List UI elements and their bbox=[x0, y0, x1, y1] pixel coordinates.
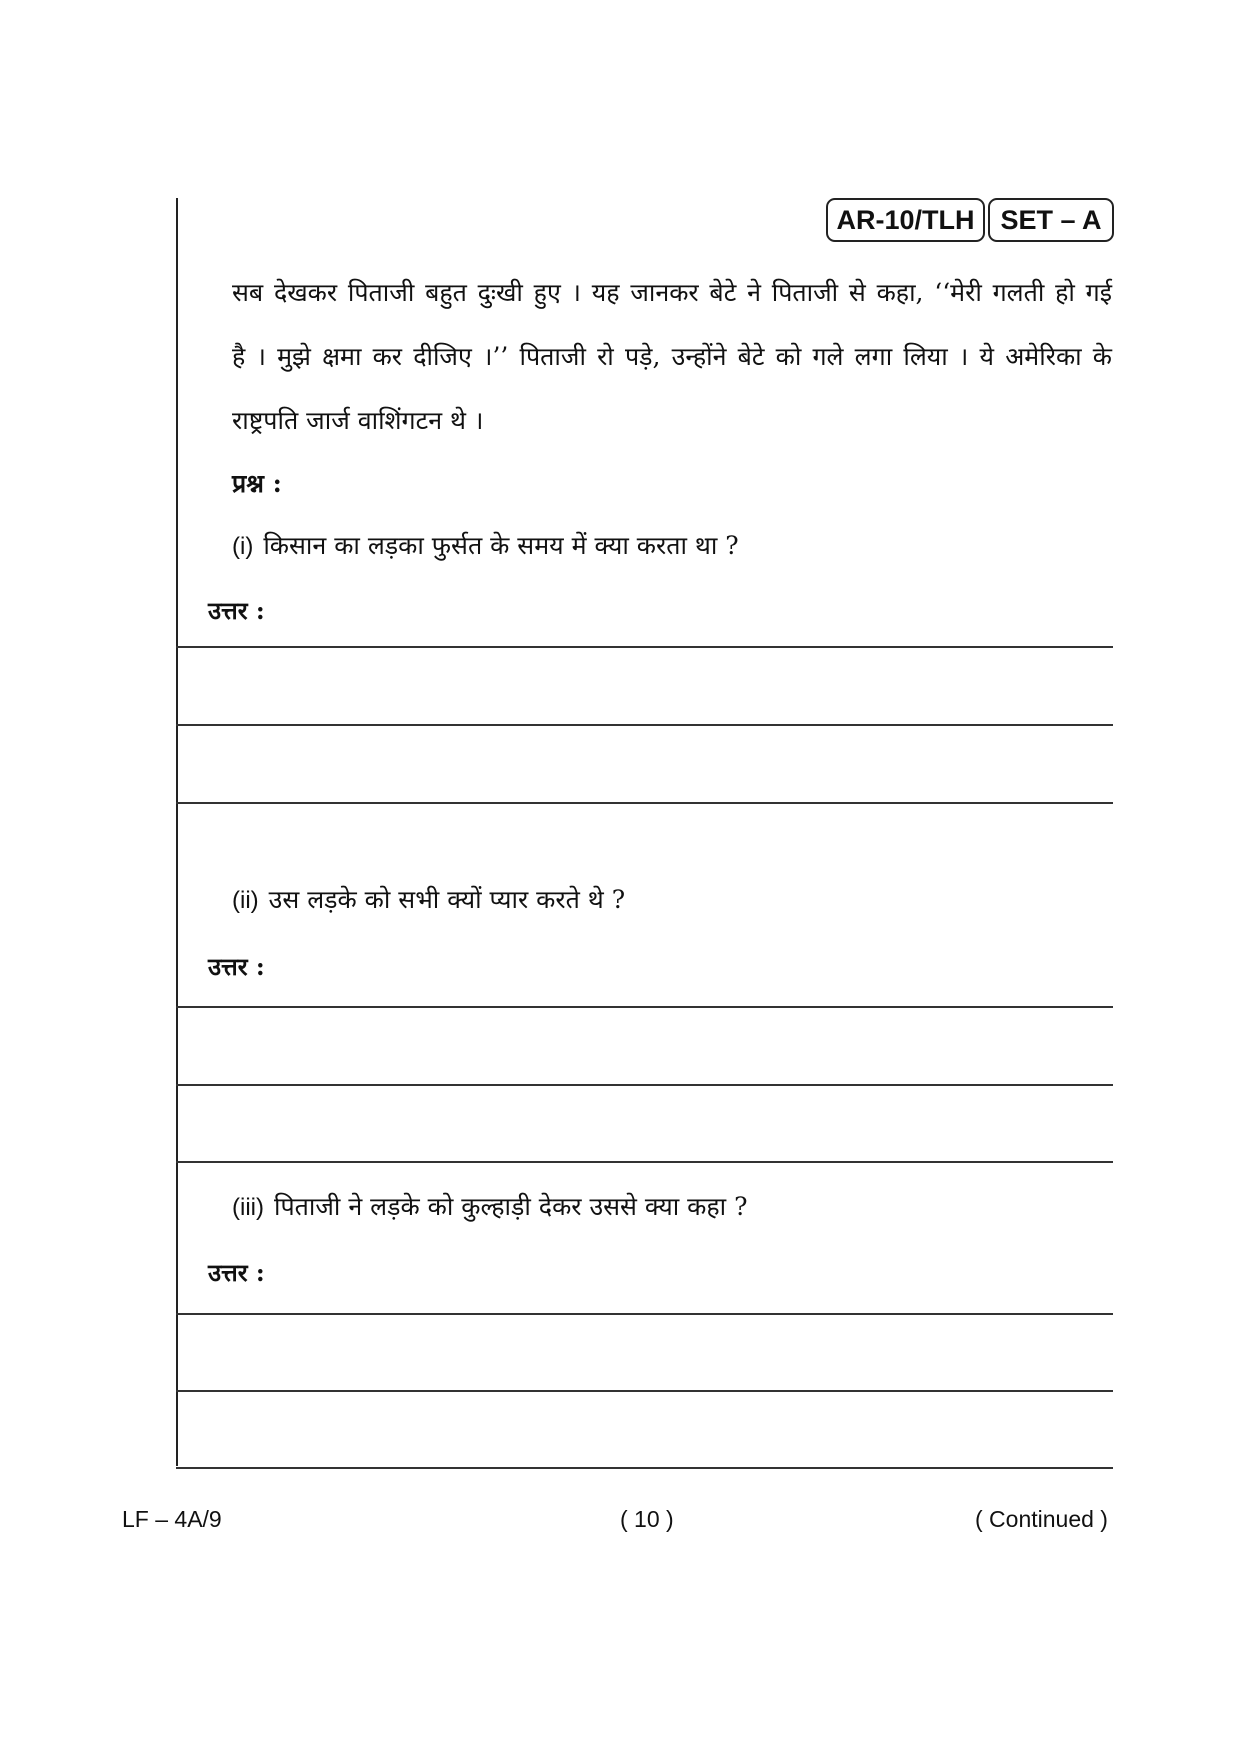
questions-heading: प्रश्न : bbox=[232, 469, 282, 498]
footer-page-number: ( 10 ) bbox=[620, 1506, 674, 1532]
answer-3-line-2[interactable] bbox=[176, 1390, 1113, 1392]
answer-2-line-1[interactable] bbox=[176, 1006, 1113, 1008]
margin-line bbox=[176, 198, 178, 1466]
answer-2-line-3[interactable] bbox=[176, 1161, 1113, 1163]
question-3-text: पिताजी ने लड़के को कुल्हाड़ी देकर उससे क्या कहा ? bbox=[273, 1192, 748, 1221]
question-1 bbox=[232, 530, 739, 563]
question-1-text: किसान का लड़का फुर्सत के समय में क्या करता था ? bbox=[263, 531, 739, 560]
passage-line-1: सब देखकर पिताजी बहुत दुःखी हुए । यह जानकर बेटे ने पिताजी से कहा, ‘‘मेरी गलती हो गई bbox=[232, 278, 1112, 307]
footer-continued: ( Continued ) bbox=[975, 1506, 1108, 1532]
question-2-text: उस लड़के को सभी क्यों प्यार करते थे ? bbox=[268, 885, 626, 914]
set-code-box: SET – A bbox=[988, 198, 1114, 242]
answer-2-line-2[interactable] bbox=[176, 1084, 1113, 1086]
footer-paper-code: LF – 4A/9 bbox=[122, 1506, 222, 1532]
answer-1-line-1[interactable] bbox=[176, 646, 1113, 648]
answer-3-line-1[interactable] bbox=[176, 1313, 1113, 1315]
answer-1-line-2[interactable] bbox=[176, 724, 1113, 726]
answer-3-line-3[interactable] bbox=[176, 1467, 1113, 1469]
answer-3-label: उत्तर : bbox=[208, 1258, 265, 1287]
question-2-number: (ii) bbox=[232, 887, 259, 914]
passage-line-3: राष्ट्रपति जार्ज वाशिंगटन थे । bbox=[232, 406, 484, 435]
answer-1-line-3[interactable] bbox=[176, 802, 1113, 804]
passage-line-2: है । मुझे क्षमा कर दीजिए ।’’ पिताजी रो पड़े, उन्होंने बेटे को गले लगा लिया । ये अमेरिका के bbox=[232, 342, 1112, 371]
question-3 bbox=[232, 1191, 748, 1224]
answer-2-label: उत्तर : bbox=[208, 952, 265, 981]
answer-1-label: उत्तर : bbox=[208, 596, 265, 625]
question-1-number: (i) bbox=[232, 533, 254, 560]
paper-code-box: AR-10/TLH bbox=[826, 198, 985, 242]
question-2 bbox=[232, 884, 625, 917]
question-3-number: (iii) bbox=[232, 1194, 264, 1221]
